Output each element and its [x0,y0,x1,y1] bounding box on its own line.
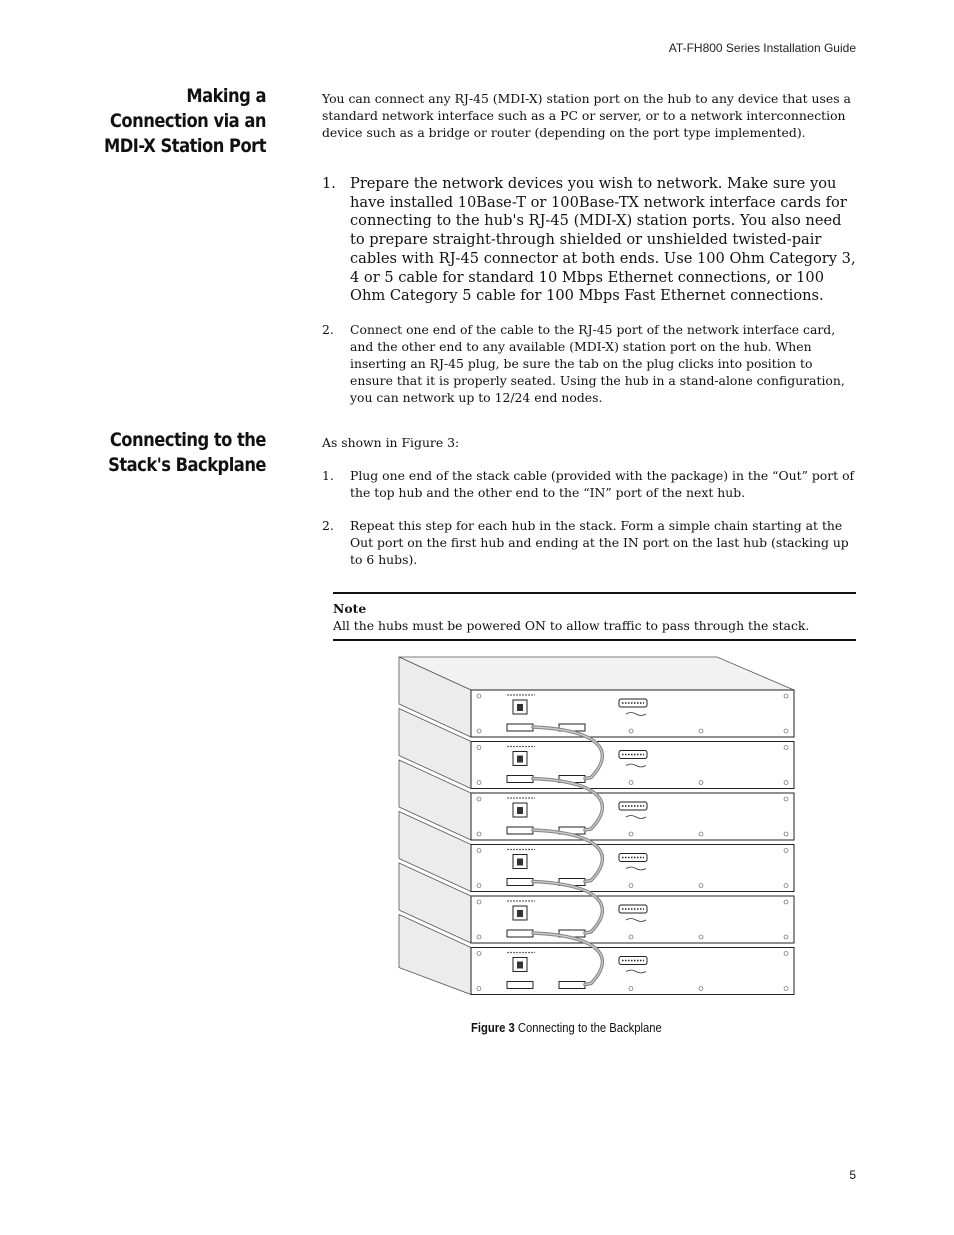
stack-port-out-icon [507,776,533,783]
page-number: 5 [849,1168,856,1182]
section-heading-mdi-x [89,84,266,159]
intro-paragraph: As shown in Figure 3: [322,435,460,450]
intro-paragraph: You can connect any RJ-45 (MDI-X) station port on the hub to any device that uses a standard network interface such as a PC or server, or to a network interconnection device such as a bridge or router (depending on the port type implemented). [322,91,851,140]
heading-line: Connection via an [109,110,266,132]
list-number: 2. [322,322,334,337]
heading-line: Making a [186,85,266,107]
heading-line: Stack's Backplane [108,454,267,476]
stack-port-out-icon [507,982,533,989]
power-socket-pins [517,910,523,917]
figure-hub-stack [395,655,800,1000]
note-box [333,592,856,641]
list-text: Prepare the network devices you wish to network. Make sure you have installed 10Base-T or 100Base-TX network interface cards for connecting to the hub's RJ-45 (MDI-X) station ports. You also need to prepare straight-through shielded or unshielded twisted-pair cables with RJ-45 connector at both ends. Use 100 Ohm Category 3, 4 or 5 cable for standard 10 Mbps Ethernet connections, or 100 Ohm Category 5 cable for 100 Mbps Fast Ethernet connections. [350,175,856,305]
list-text: Repeat this step for each hub in the stack. Form a simple chain starting at the Out port on the first hub and ending at the IN port on the last hub (stacking up to 6 hubs). [350,518,849,567]
list-number: 2. [322,518,334,533]
stack-port-in-icon [559,982,585,989]
stack-port-out-icon [507,879,533,886]
heading-line: MDI-X Station Port [104,135,267,157]
power-socket-pins [517,756,523,763]
power-socket-pins [517,704,523,711]
figure-caption [471,1021,662,1035]
list-number: 1. [322,468,334,483]
stack-port-out-icon [507,724,533,731]
list-text: Plug one end of the stack cable (provided with the package) in the “Out” port of the top hub and the other end to the “IN” port of the next hub. [350,468,855,500]
running-header: AT-FH800 Series Installation Guide [668,41,856,55]
power-socket-pins [517,807,523,814]
stack-port-out-icon [507,827,533,834]
note-title: Note [333,601,367,616]
list-number: 1. [322,175,336,192]
section-heading-backplane [89,428,266,478]
power-socket-pins [517,962,523,969]
figure-label: Figure 3 [471,1021,515,1035]
list-text: Connect one end of the cable to the RJ-45 port of the network interface card, and the other end to any available (MDI-X) station port on the hub. When inserting an RJ-45 plug, be sure the tab on the plug clicks into position to ensure that it is properly seated. Using the hub in a stand-alone configuration, you can network up to 12/24 end nodes. [350,322,845,405]
hub-stack-illustration [395,655,800,1000]
heading-line: Connecting to the [109,429,266,451]
power-socket-pins [517,859,523,866]
note-text: All the hubs must be powered ON to allow traffic to pass through the stack. [333,618,810,633]
figure-caption-text: Connecting to the Backplane [517,1021,662,1035]
stack-port-out-icon [507,930,533,937]
